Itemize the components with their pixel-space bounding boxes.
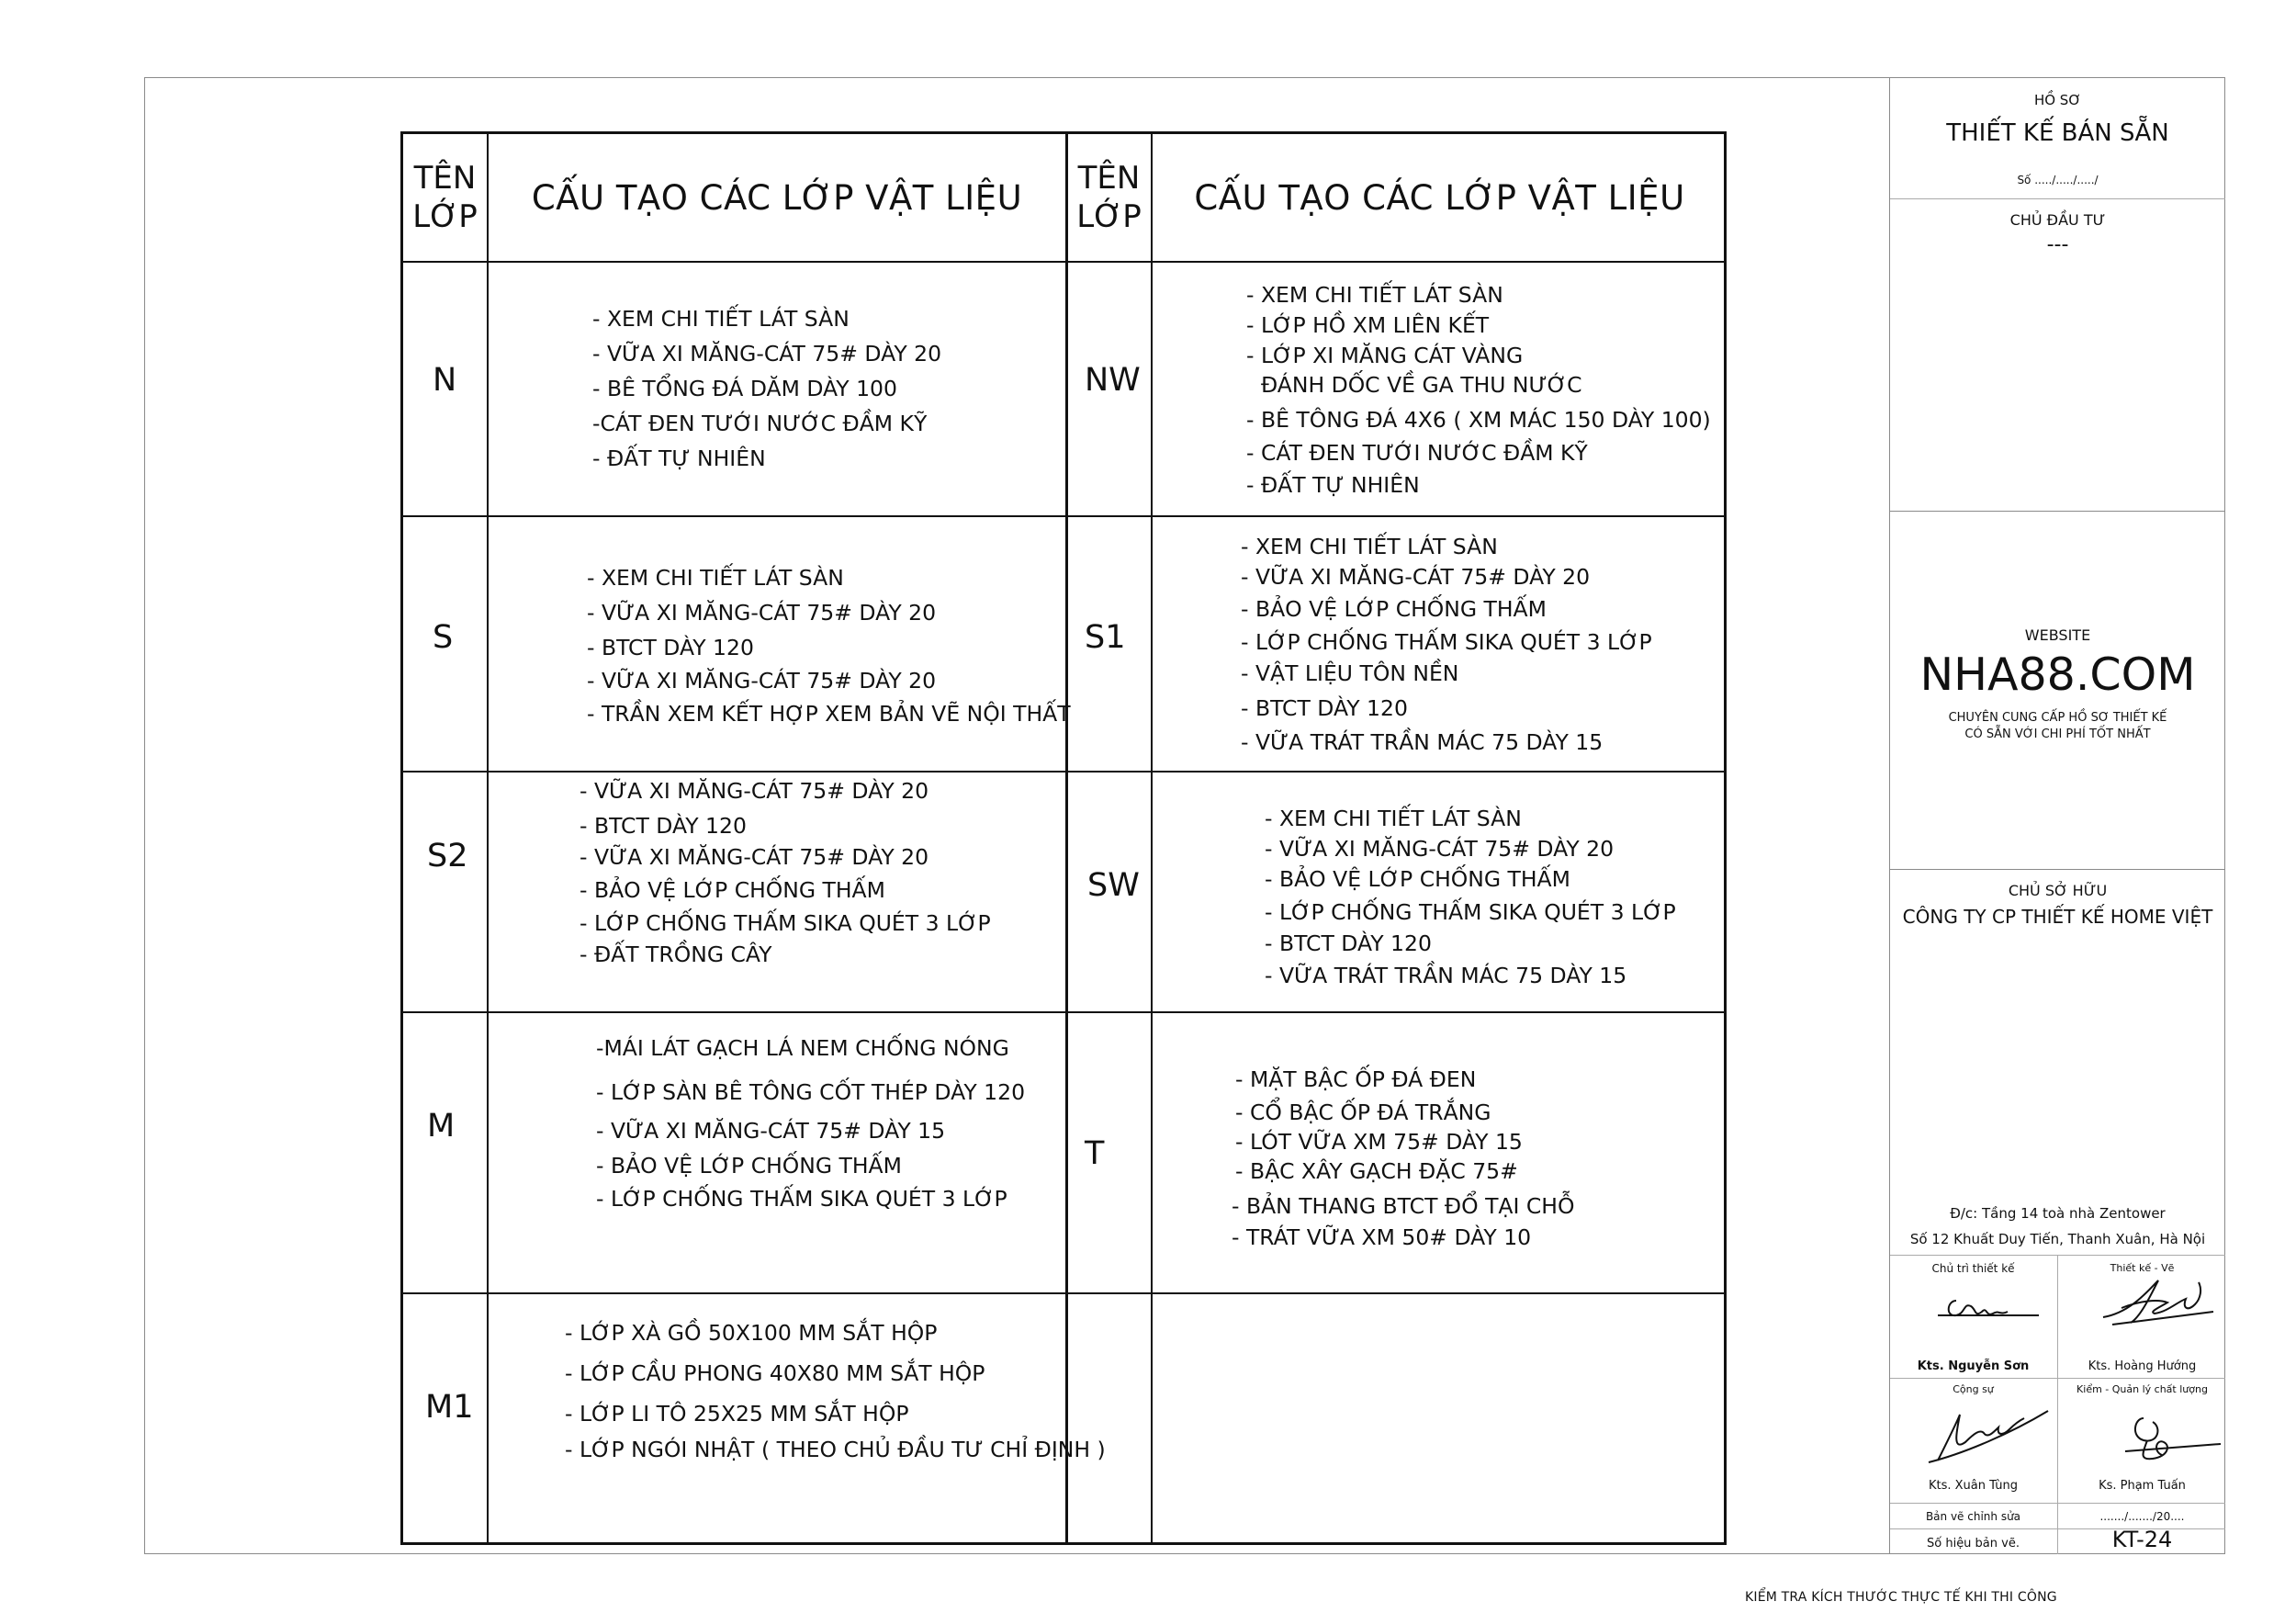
tagline-2: CÓ SẴN VỚI CHI PHÍ TỐT NHẤT <box>1964 727 2151 741</box>
chu-so-huu-label: CHỦ SỞ HỮU <box>2008 882 2108 899</box>
role-cong-su: Cộng sự <box>1953 1383 1994 1395</box>
chu-so-huu-value: CÔNG TY CP THIẾT KẾ HOME VIỆT <box>1902 906 2213 928</box>
tagline-1: CHUYÊN CUNG CẤP HỒ SƠ THIẾT KẾ <box>1948 711 2167 725</box>
layer-line: - LỚP HỒ XM LIÊN KẾT <box>1246 312 1490 338</box>
so-ho-so: Số ...../...../...../ <box>2017 174 2099 186</box>
title-block-divider <box>1890 198 2225 199</box>
layer-line: - VỮA XI MĂNG-CÁT 75# DÀY 20 <box>580 778 929 804</box>
layer-line: - BẢO VỆ LỚP CHỐNG THẤM <box>1241 596 1547 622</box>
role-thiet-ke: Thiết kế - Vẽ <box>2110 1262 2175 1274</box>
table-divider <box>1151 134 1153 1542</box>
title-block <box>1889 77 2225 1554</box>
layer-line: - XEM CHI TIẾT LÁT SÀN <box>587 565 844 591</box>
layer-line: - LỚP CHỐNG THẤM SIKA QUÉT 3 LỚP <box>580 910 991 936</box>
table-divider <box>403 1292 1724 1294</box>
address-line-1: Đ/c: Tầng 14 toà nhà Zentower <box>1950 1205 2166 1222</box>
layer-line: - LỚP CẦU PHONG 40X80 MM SẮT HỘP <box>565 1360 985 1386</box>
table-divider <box>403 1011 1724 1013</box>
layer-line: - BTCT DÀY 120 <box>587 635 754 660</box>
layer-line: - LỚP CHỐNG THẤM SIKA QUÉT 3 LỚP <box>1265 899 1676 925</box>
layer-code: M1 <box>425 1389 474 1426</box>
layer-line: - BÊ TỔNG ĐÁ DĂM DÀY 100 <box>592 376 897 401</box>
table-divider <box>487 134 489 1542</box>
layer-line: - LỚP NGÓI NHẬT ( THEO CHỦ ĐẦU TƯ CHỈ ĐỊNH ) <box>565 1437 1106 1462</box>
footer-note: KIỂM TRA KÍCH THƯỚC THỰC TẾ KHI THI CÔNG <box>1745 1590 2057 1605</box>
address-line-2: Số 12 Khuất Duy Tiến, Thanh Xuân, Hà Nội <box>1909 1231 2206 1247</box>
layer-line: - LỚP LI TÔ 25X25 MM SẮT HỘP <box>565 1401 909 1427</box>
layer-line: - LỚP SÀN BÊ TÔNG CỐT THÉP DÀY 120 <box>596 1079 1026 1105</box>
signature-hoang-huong <box>2094 1271 2223 1336</box>
drawing-number-value: KT-24 <box>2111 1527 2173 1552</box>
layer-line: -CÁT ĐEN TƯỚI NƯỚC ĐẦM KỸ <box>592 411 928 436</box>
revision-label: Bản vẽ chỉnh sửa <box>1925 1510 2021 1523</box>
role-chu-tri: Chủ trì thiết kế <box>1931 1262 2015 1275</box>
website-label: WEBSITE <box>2024 626 2091 644</box>
revision-value: ......./......./20.... <box>2099 1510 2185 1523</box>
website-name: NHA88.COM <box>1919 648 2196 701</box>
layer-line: - XEM CHI TIẾT LÁT SÀN <box>1241 534 1498 559</box>
layer-line: - ĐẤT TỰ NHIÊN <box>1246 472 1420 498</box>
table-divider <box>403 261 1724 263</box>
layer-line: - LỚP XÀ GỒ 50X100 MM SẮT HỘP <box>565 1320 938 1346</box>
header-ten-lop-left: TÊN LỚP <box>412 160 478 235</box>
title-block-divider <box>2057 1255 2058 1503</box>
layer-line: - CỔ BẬC ỐP ĐÁ TRẮNG <box>1235 1100 1491 1125</box>
chu-dau-tu-label: CHỦ ĐẦU TƯ <box>2009 211 2106 229</box>
layer-line: - CÁT ĐEN TƯỚI NƯỚC ĐẦM KỸ <box>1246 440 1588 466</box>
layer-line: - BTCT DÀY 120 <box>1241 695 1408 721</box>
signature-pham-tuan <box>2107 1400 2226 1470</box>
layer-line: - VỮA XI MĂNG-CÁT 75# DÀY 20 <box>580 844 929 870</box>
layer-line: - LỚP CHỐNG THẤM SIKA QUÉT 3 LỚP <box>596 1186 1007 1212</box>
layer-line: - BẢO VỆ LỚP CHỐNG THẤM <box>596 1153 902 1179</box>
layer-code: S2 <box>427 838 468 874</box>
table-divider <box>403 771 1724 773</box>
layer-line: - XEM CHI TIẾT LÁT SÀN <box>592 306 850 332</box>
layer-line: -MÁI LÁT GẠCH LÁ NEM CHỐNG NÓNG <box>596 1035 1009 1061</box>
layer-line: - VỮA TRÁT TRẦN MÁC 75 DÀY 15 <box>1241 729 1604 755</box>
layer-line: - VỮA TRÁT TRẦN MÁC 75 DÀY 15 <box>1265 963 1627 988</box>
layer-line: - BẬC XÂY GẠCH ĐẶC 75# <box>1235 1158 1518 1184</box>
layer-line: - TRẦN XEM KẾT HỢP XEM BẢN VẼ NỘI THẤT <box>587 701 1071 727</box>
title-block-divider <box>1890 511 2225 512</box>
table-divider <box>403 515 1724 517</box>
title-block-divider <box>1890 1378 2225 1379</box>
layer-line: - BÊ TÔNG ĐÁ 4X6 ( XM MÁC 150 DÀY 100) <box>1246 407 1711 433</box>
ho-so-label: HỒ SƠ <box>2033 92 2082 108</box>
name-pham-tuan: Ks. Phạm Tuấn <box>2099 1479 2186 1493</box>
layer-line: - BẢN THANG BTCT ĐỔ TẠI CHỖ <box>1232 1193 1575 1219</box>
layer-code: NW <box>1085 362 1141 399</box>
chu-dau-tu-value: --- <box>2046 233 2069 256</box>
signature-nguyen-son <box>1929 1280 2048 1336</box>
layer-line: - VỮA XI MĂNG-CÁT 75# DÀY 20 <box>587 668 937 694</box>
layer-code: S1 <box>1085 619 1126 656</box>
role-kiem-quan-ly: Kiểm - Quản lý chất lượng <box>2077 1383 2208 1395</box>
layer-line: - VỮA XI MĂNG-CÁT 75# DÀY 15 <box>596 1118 946 1144</box>
layer-line: - BẢO VỆ LỚP CHỐNG THẤM <box>580 877 885 903</box>
header-ten-lop-right: TÊN LỚP <box>1076 160 1142 235</box>
layer-line: - VẬT LIỆU TÔN NỀN <box>1241 660 1459 686</box>
name-nguyen-son: Kts. Nguyễn Sơn <box>1917 1359 2030 1373</box>
layer-line: - LỚP CHỐNG THẤM SIKA QUÉT 3 LỚP <box>1241 629 1652 655</box>
drawing-number-label: Số hiệu bản vẽ. <box>1927 1537 2020 1551</box>
layer-line: - LỚP XI MĂNG CÁT VÀNG <box>1246 343 1524 368</box>
title-block-divider <box>1890 869 2225 870</box>
layer-line: - BTCT DÀY 120 <box>1265 930 1432 956</box>
layer-code: T <box>1085 1135 1105 1172</box>
layer-code: N <box>433 362 457 399</box>
layer-line: - XEM CHI TIẾT LÁT SÀN <box>1246 282 1503 308</box>
layer-code: S <box>433 619 454 656</box>
layer-code: SW <box>1087 867 1140 904</box>
layer-line: - LÓT VỮA XM 75# DÀY 15 <box>1235 1129 1523 1155</box>
layer-line: - BTCT DÀY 120 <box>580 813 747 839</box>
signature-xuan-tung <box>1919 1396 2057 1470</box>
layer-line: - MẶT BẬC ỐP ĐÁ ĐEN <box>1235 1066 1477 1092</box>
layer-line: - VỮA XI MĂNG-CÁT 75# DÀY 20 <box>592 341 942 367</box>
layer-line: - ĐẤT TRỒNG CÂY <box>580 942 772 967</box>
layer-line: - VỮA XI MĂNG-CÁT 75# DÀY 20 <box>1241 564 1591 590</box>
header-cau-tao-left: CẤU TẠO CÁC LỚP VẬT LIỆU <box>531 177 1023 218</box>
name-xuan-tung: Kts. Xuân Tùng <box>1928 1479 2019 1493</box>
layer-code: M <box>427 1108 456 1145</box>
layer-line: - TRÁT VỮA XM 50# DÀY 10 <box>1232 1224 1532 1250</box>
layer-line: - XEM CHI TIẾT LÁT SÀN <box>1265 806 1522 831</box>
layer-line: - VỮA XI MĂNG-CÁT 75# DÀY 20 <box>587 600 937 626</box>
layer-line: - VỮA XI MĂNG-CÁT 75# DÀY 20 <box>1265 836 1615 862</box>
layer-line: ĐÁNH DỐC VỀ GA THU NƯỚC <box>1261 372 1582 398</box>
layer-line: - ĐẤT TỰ NHIÊN <box>592 445 766 471</box>
name-hoang-huong: Kts. Hoàng Hướng <box>2088 1359 2197 1373</box>
ho-so-value: THIẾT KẾ BÁN SẴN <box>1946 119 2169 147</box>
material-layers-table <box>400 131 1727 1545</box>
layer-line: - BẢO VỆ LỚP CHỐNG THẤM <box>1265 866 1570 892</box>
table-divider <box>1065 134 1068 1542</box>
header-cau-tao-right: CẤU TẠO CÁC LỚP VẬT LIỆU <box>1194 177 1685 218</box>
